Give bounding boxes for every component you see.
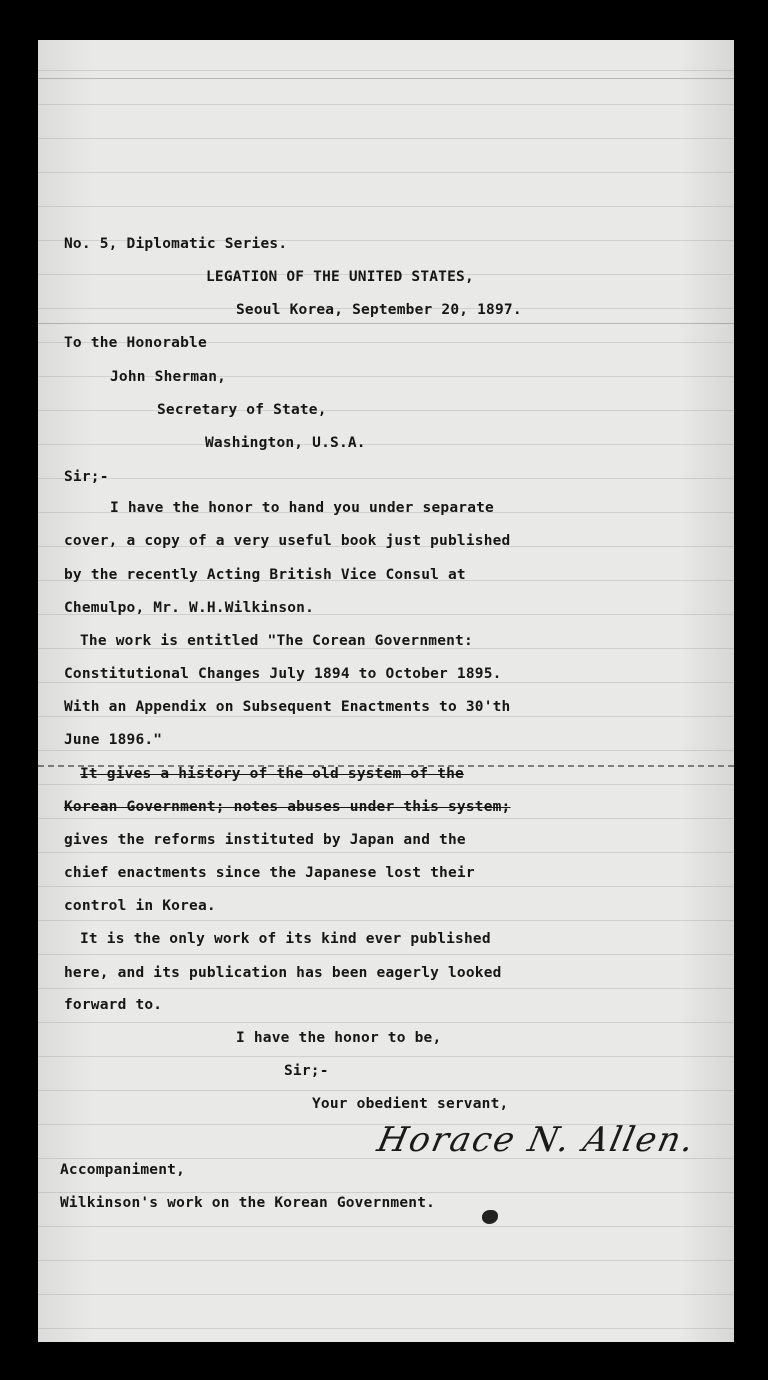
place-date: Seoul Korea, September 20, 1897. — [236, 302, 522, 318]
body-line: I have the honor to hand you under separate — [110, 500, 494, 516]
body-line: here, and its publication has been eagerly looked — [64, 965, 502, 981]
closing-servant: Your obedient servant, — [312, 1096, 509, 1112]
body-line: Chemulpo, Mr. W.H.Wilkinson. — [64, 600, 315, 616]
legation-heading: LEGATION OF THE UNITED STATES, — [206, 269, 474, 285]
body-line: It is the only work of its kind ever published — [80, 931, 491, 947]
addressee-location: Washington, U.S.A. — [205, 435, 366, 451]
closing-salutation: Sir;- — [284, 1063, 329, 1079]
body-line: gives the reforms instituted by Japan and the — [64, 832, 466, 848]
body-line-struck: It gives a history of the old system of the — [80, 766, 464, 782]
document-page — [38, 40, 734, 1342]
body-line-struck: Korean Government; notes abuses under this system; — [64, 799, 511, 815]
series-number: No. 5, Diplomatic Series. — [64, 236, 288, 252]
salutation: Sir;- — [64, 469, 109, 485]
body-line: The work is entitled "The Corean Government: — [80, 633, 473, 649]
body-line: by the recently Acting British Vice Consul at — [64, 567, 466, 583]
ink-blot — [482, 1210, 498, 1224]
addressee-line: To the Honorable — [64, 335, 207, 351]
closing-line: I have the honor to be, — [236, 1030, 442, 1046]
body-line: control in Korea. — [64, 898, 216, 914]
addressee-title: Secretary of State, — [157, 402, 327, 418]
ruled-line — [38, 78, 734, 79]
body-line: June 1896." — [64, 732, 163, 748]
enclosure-label: Accompaniment, — [60, 1162, 186, 1178]
handwritten-signature: Horace N. Allen. — [373, 1120, 700, 1160]
body-line: cover, a copy of a very useful book just published — [64, 533, 511, 549]
enclosure-item: Wilkinson's work on the Korean Government. — [60, 1195, 436, 1211]
body-line: chief enactments since the Japanese lost their — [64, 865, 475, 881]
addressee-name: John Sherman, — [110, 369, 227, 385]
body-line: Constitutional Changes July 1894 to October 1895. — [64, 666, 502, 682]
body-line: With an Appendix on Subsequent Enactments to 30'th — [64, 699, 511, 715]
ruled-line — [38, 323, 734, 324]
body-line: forward to. — [64, 997, 163, 1013]
